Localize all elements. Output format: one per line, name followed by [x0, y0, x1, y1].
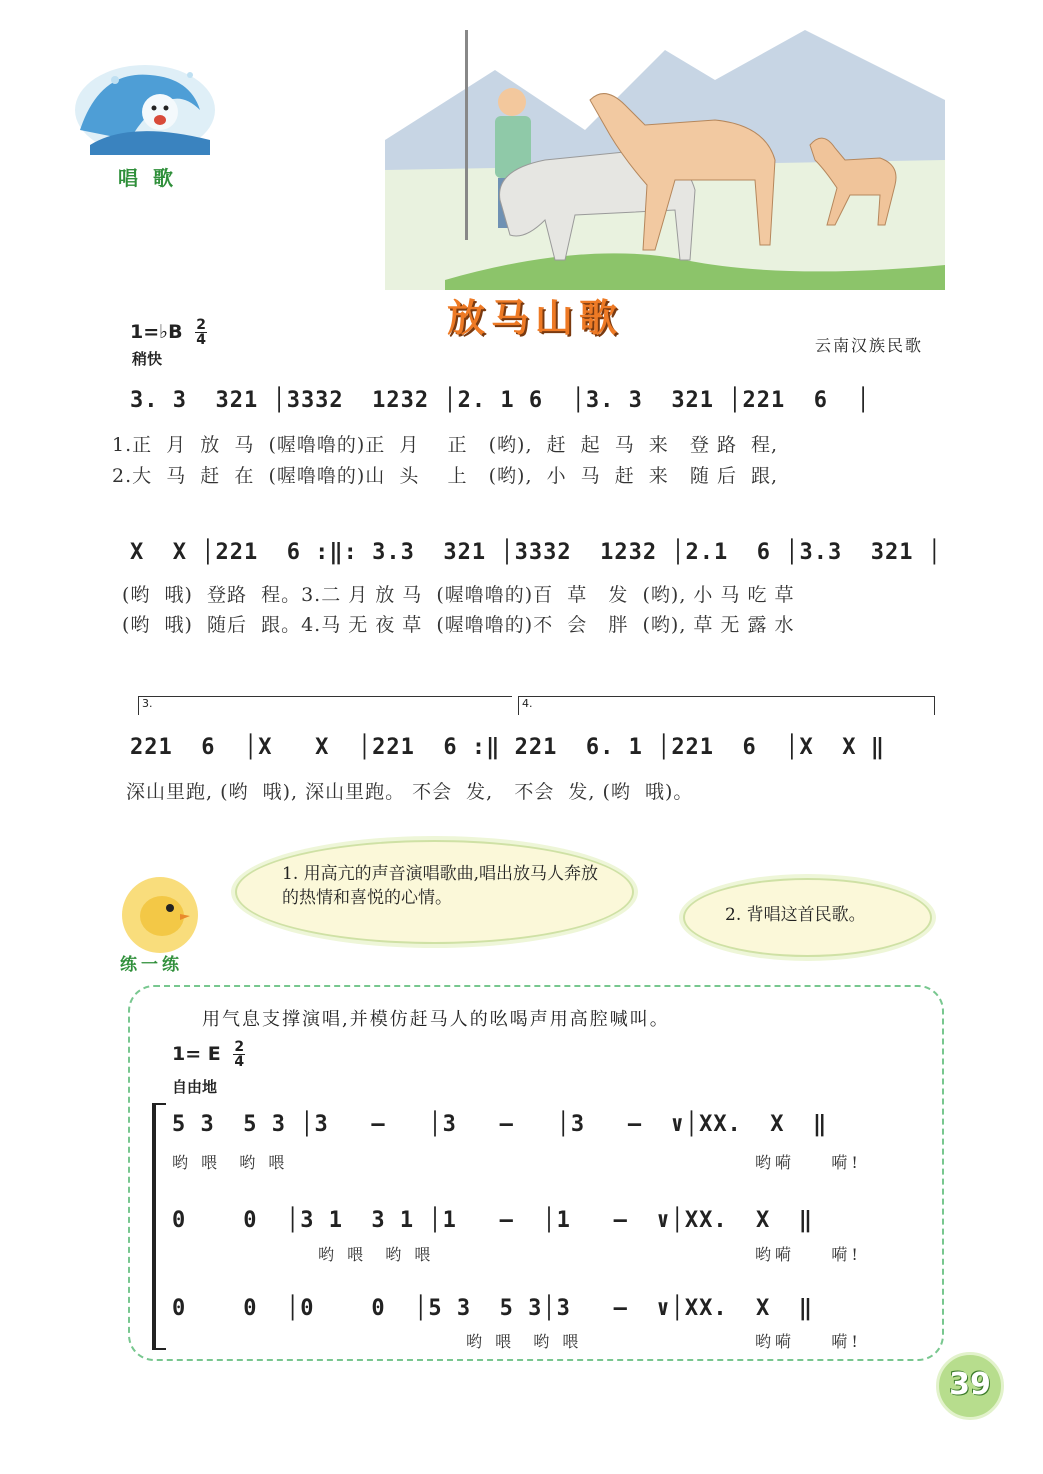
score-row-1-notes: 3. 3 321 │3332 1232 │2. 1 6 │3. 3 321 │221 6 │ — [130, 388, 871, 413]
score-row-2-lyric-2: (哟 哦) 随后 跟。4.马 无 夜 草 (喔噜噜的)不 会 胖 (哟), 草 无 露 水 — [122, 614, 795, 636]
key-signature — [130, 318, 207, 347]
second-ending-number: 4. — [522, 697, 533, 710]
tempo-marking: 稍快 — [132, 350, 163, 368]
practice-line-2-syllables: 哟 喂 哟 喂 — [318, 1245, 435, 1264]
practice-time-numerator: 2 — [234, 1039, 245, 1055]
first-ending-bracket — [138, 696, 512, 715]
practice-line-2-notes: 0 0 │3 1 3 1 │1 – │1 – ∨│XX. X ‖ — [172, 1208, 814, 1233]
page-number: 39 — [949, 1367, 991, 1402]
herder-horses-illustration — [385, 10, 945, 290]
tip-cloud-1-text: 1. 用高亢的声音演唱歌曲,唱出放马人奔放的热情和喜悦的心情。 — [282, 864, 599, 908]
practice-key-signature — [172, 1040, 245, 1069]
practice-instruction: 用气息支撑演唱,并模仿赶马人的吆喝声用高腔喊叫。 — [202, 1009, 670, 1030]
practice-line-1-call: 哟嗬 嗬! — [755, 1153, 862, 1172]
practice-line-3-call: 哟嗬 嗬! — [755, 1332, 862, 1351]
practice-label: 练一练 — [120, 955, 183, 975]
section-label: 唱 歌 — [118, 166, 177, 190]
practice-line-2-call: 哟嗬 嗬! — [755, 1245, 862, 1264]
song-source: 云南汉族民歌 — [815, 336, 924, 355]
singing-mascot-illustration — [70, 50, 220, 160]
chick-mascot-illustration — [110, 870, 210, 960]
system-brace — [152, 1103, 166, 1350]
practice-time-signature — [233, 1040, 245, 1069]
second-ending-bracket — [518, 696, 935, 715]
practice-line-3-syllables: 哟 喂 哟 喂 — [466, 1332, 583, 1351]
score-row-1-lyric-2: 2.大 马 赶 在 (喔噜噜的)山 头 上 (哟), 小 马 赶 来 随 后 跟, — [112, 465, 779, 487]
practice-line-1-notes: 5 3 5 3 │3 – │3 – │3 – ∨│XX. X ‖ — [172, 1112, 828, 1137]
practice-tempo: 自由地 — [172, 1078, 218, 1096]
practice-time-denominator: 4 — [234, 1054, 245, 1070]
key-text: 1=♭B — [130, 321, 183, 343]
tip-cloud-2-text: 2. 背唱这首民歌。 — [725, 905, 866, 925]
practice-key-text: 1= E — [172, 1043, 221, 1065]
score-row-2-notes: X X │221 6 :‖: 3.3 321 │3332 1232 │2.1 6 │3.3 321 │ — [130, 540, 942, 565]
song-title: 放马山歌 — [447, 295, 624, 340]
score-row-3-notes: 221 6 │X X │221 6 :‖ 221 6. 1 │221 6 │X X ‖ — [130, 735, 885, 760]
score-row-2-lyric-1: (哟 哦) 登路 程。3.二 月 放 马 (喔噜噜的)百 草 发 (哟), 小 马 吃 草 — [122, 584, 795, 606]
page-number-badge — [936, 1352, 1004, 1420]
time-denominator: 4 — [196, 332, 206, 348]
time-signature — [195, 318, 207, 347]
time-numerator: 2 — [196, 317, 206, 333]
score-row-1-lyric-1: 1.正 月 放 马 (喔噜噜的)正 月 正 (哟), 赶 起 马 来 登 路 程, — [112, 434, 779, 456]
practice-line-3-notes: 0 0 │0 0 │5 3 5 3│3 – ∨│XX. X ‖ — [172, 1296, 814, 1321]
first-ending-number: 3. — [142, 697, 153, 710]
score-row-3-lyric: 深山里跑, (哟 哦), 深山里跑。 不会 发, 不会 发, (哟 哦)。 — [126, 781, 694, 803]
practice-line-1-syllables: 哟 喂 哟 喂 — [172, 1153, 289, 1172]
